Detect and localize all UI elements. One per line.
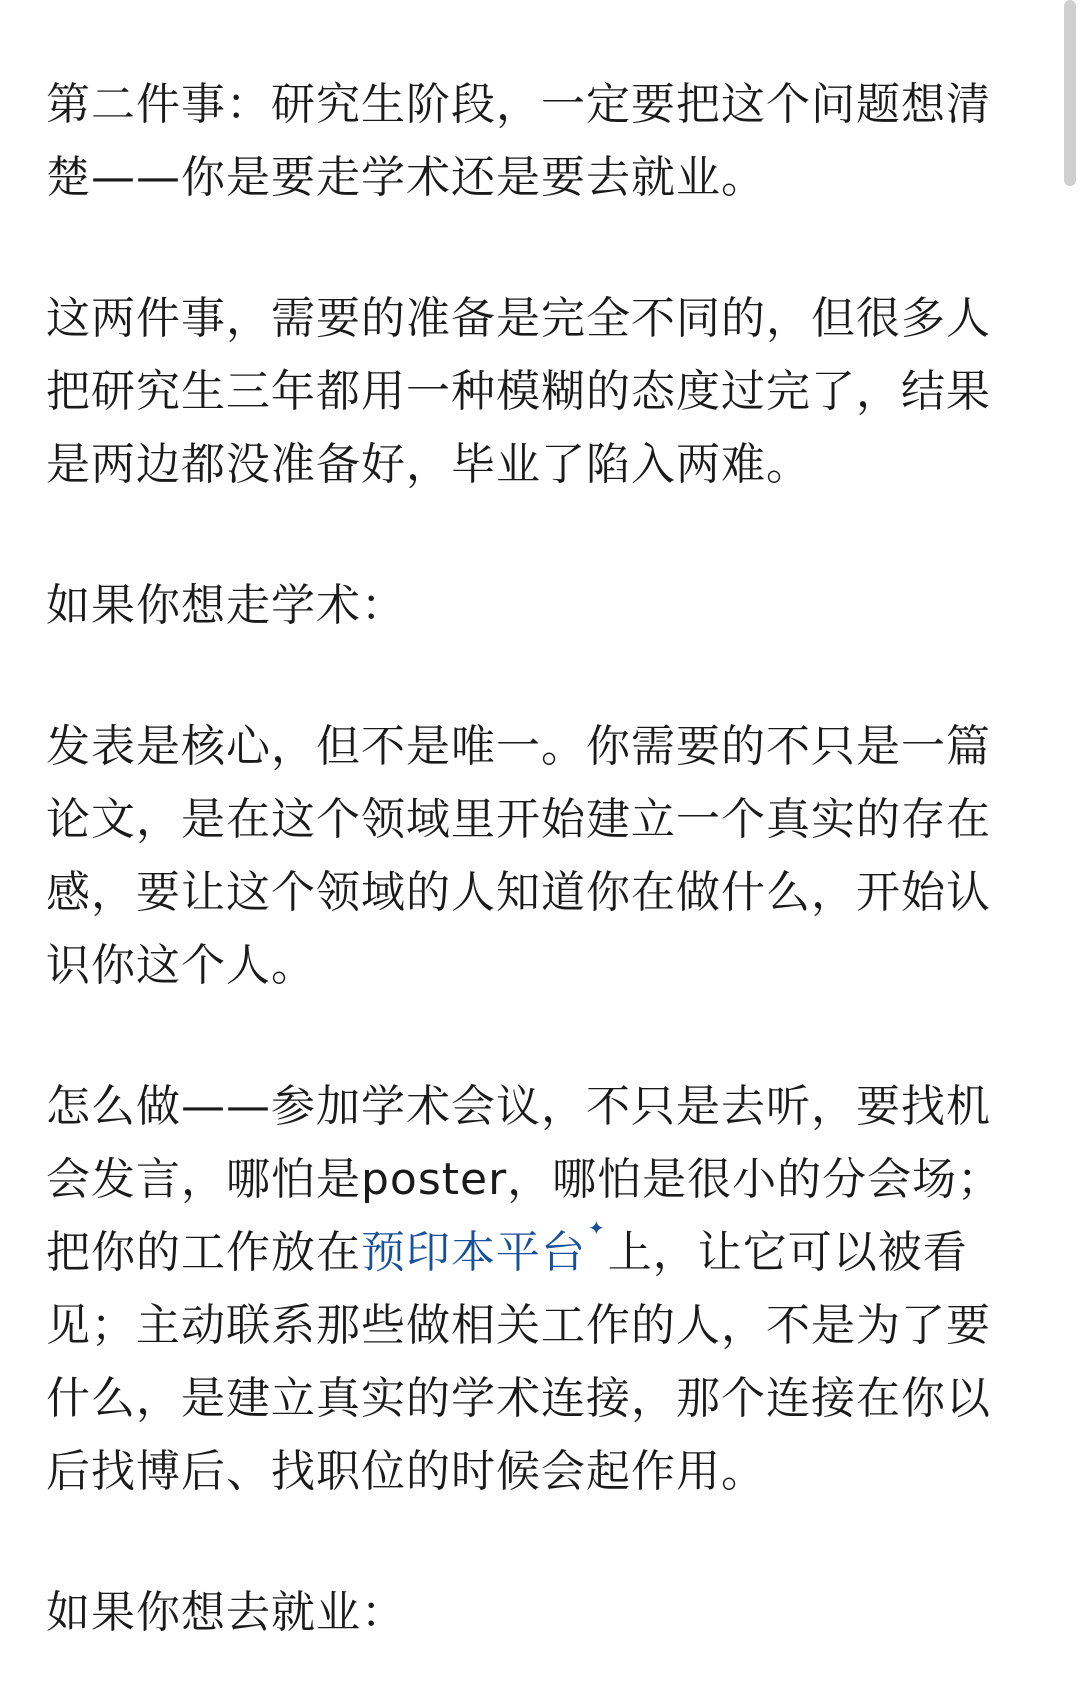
paragraph-how-to: [46, 1070, 1021, 1508]
paragraph-publication-core: 发表是核心，但不是唯一。你需要的不只是一篇论文，是在这个领域里开始建立一个真实的存在感，要让这个领域的人知道你在做什么，开始认识你这个人。: [46, 721, 991, 991]
paragraph-employment-heading: 如果你想去就业：: [46, 1587, 406, 1638]
sparkle-icon: ✦: [588, 1216, 606, 1240]
paragraph-academic-heading: 如果你想走学术：: [46, 580, 406, 631]
article-body: [46, 68, 1021, 1649]
paragraph-preparation-difference: 这两件事，需要的准备是完全不同的，但很多人把研究生三年都用一种模糊的态度过完了，结果是两边都没准备好，毕业了陷入两难。: [46, 293, 991, 490]
how-to-text-before: 怎么做——参加学术会议，不只是去听，要找机会发言，哪怕是poster，哪怕是很小的分会场；把你的工作放在: [46, 1081, 1003, 1278]
preprint-platform-link[interactable]: 预印本平台: [361, 1227, 586, 1278]
how-to-text-after: 上，让它可以被看见；主动联系那些做相关工作的人，不是为了要什么，是建立真实的学术连接，那个连接在你以后找博后、找职位的时候会起作用。: [46, 1227, 991, 1497]
scrollbar[interactable]: [1064, 0, 1076, 186]
paragraph-second-matter: 第二件事：研究生阶段，一定要把这个问题想清楚——你是要走学术还是要去就业。: [46, 79, 991, 203]
